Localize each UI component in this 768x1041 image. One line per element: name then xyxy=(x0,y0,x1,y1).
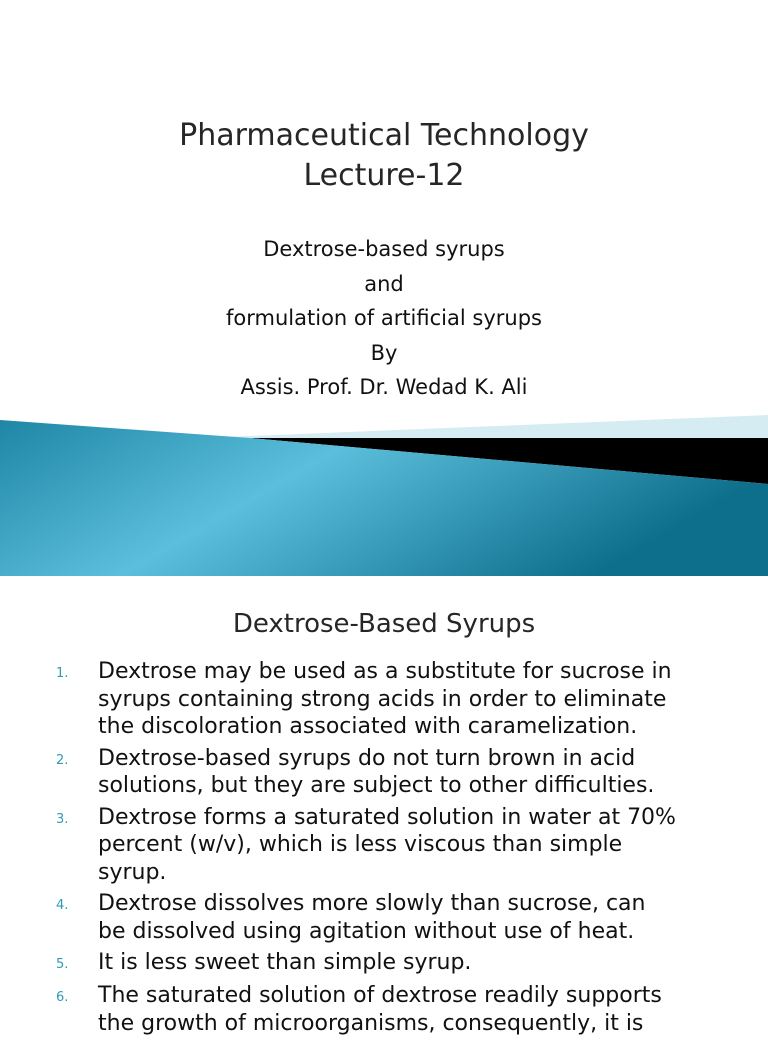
list-number: 4. xyxy=(56,898,69,913)
subtitle-line: Assis. Prof. Dr. Wedad K. Ali xyxy=(240,375,528,399)
content-slide-title: Dextrose-Based Syrups xyxy=(232,609,536,639)
subtitle-line: and xyxy=(364,271,404,296)
band-top-edge xyxy=(0,410,768,420)
title-line-2: Lecture-12 xyxy=(303,158,465,193)
list-item xyxy=(56,804,768,887)
list-item xyxy=(56,658,768,741)
list-text: It is less sweet than simple syrup. xyxy=(98,950,472,975)
slide-subtitle xyxy=(0,232,768,405)
list-text: The saturated solution of dextrose readily supports the growth of microorganisms, consequently, it is xyxy=(98,983,662,1036)
list-item xyxy=(56,890,768,945)
band-pale-stripe xyxy=(200,415,768,438)
list-number: 2. xyxy=(56,752,69,768)
title-line-1: Pharmaceutical Technology xyxy=(179,118,589,153)
list-text: Dextrose may be used as a substitute for sucrose in syrups containing strong acids in order to eliminate the discoloration associated with caramelization. xyxy=(98,659,672,739)
subtitle-line: By xyxy=(370,340,398,365)
list-item xyxy=(56,982,768,1037)
list-text: Dextrose-based syrups do not turn brown in acid solutions, but they are subject to other difficulties. xyxy=(98,745,655,798)
list-item xyxy=(56,745,768,800)
list-number: 6. xyxy=(56,990,69,1005)
list-number: 3. xyxy=(56,811,69,827)
decorative-wave-band xyxy=(0,410,768,576)
slide-title xyxy=(0,116,768,196)
bullet-list xyxy=(56,658,768,1041)
list-item xyxy=(56,949,768,978)
list-text: Dextrose forms a saturated solution in water at 70% percent (w/v), which is less viscous than simple syrup. xyxy=(98,804,676,885)
list-number: 1. xyxy=(56,666,69,681)
list-text: Dextrose dissolves more slowly than sucrose, can be dissolved using agitation without use of heat. xyxy=(98,891,646,944)
subtitle-line: Dextrose-based syrups xyxy=(263,237,505,261)
list-number: 5. xyxy=(56,957,69,972)
subtitle-line: formulation of artificial syrups xyxy=(226,306,542,330)
